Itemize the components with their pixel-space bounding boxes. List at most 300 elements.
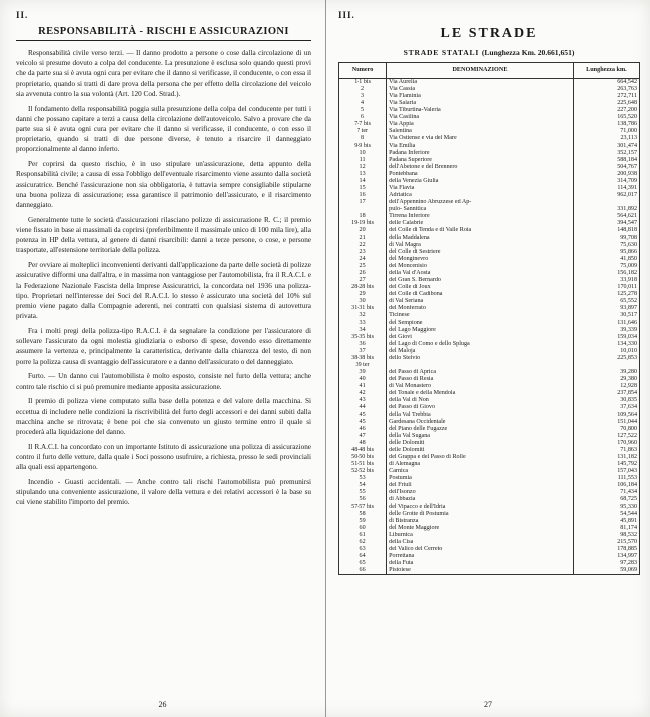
road-number: 6 bbox=[339, 114, 387, 121]
paragraph: Per coprirsi da questo rischio, è in uso stipulare un'assicurazione, detta appunto della Responsabilità civile; a causa di essa l'obbligo dell'eventuale risarcimento viene assunto dalla società assicuratrice. Benché l'assicurazione non sia obbligatoria, è tuttavia sempre consigliabile stipularne una buona polizza di assicurazione; essa garantisce il patrimonio dell'assicurato, e il risarcimento danneggiato. bbox=[16, 160, 311, 210]
road-name: della Futa bbox=[387, 560, 574, 567]
road-length: 75,009 bbox=[573, 263, 639, 270]
road-length: 127,522 bbox=[573, 432, 639, 439]
road-number: 48-48 bis bbox=[339, 447, 387, 454]
table-row bbox=[339, 333, 640, 340]
road-number: 47 bbox=[339, 432, 387, 439]
road-name: Salentina bbox=[387, 128, 574, 135]
table-row bbox=[339, 234, 640, 241]
road-number: 26 bbox=[339, 270, 387, 277]
table-row bbox=[339, 390, 640, 397]
road-length: 71,434 bbox=[573, 489, 639, 496]
road-name: del Passo di Giovo bbox=[387, 404, 574, 411]
table-row bbox=[339, 510, 640, 517]
table-row bbox=[339, 107, 640, 114]
road-number: 16 bbox=[339, 192, 387, 199]
road-length: 97,283 bbox=[573, 560, 639, 567]
road-number: 62 bbox=[339, 539, 387, 546]
road-name: Via Cassia bbox=[387, 86, 574, 93]
road-length: 39,280 bbox=[573, 369, 639, 376]
road-length: 95,866 bbox=[573, 248, 639, 255]
road-number: 18 bbox=[339, 213, 387, 220]
road-name: Via Salaria bbox=[387, 100, 574, 107]
road-length: 165,520 bbox=[573, 114, 639, 121]
road-name: dei Giovi bbox=[387, 333, 574, 340]
road-name: del Lago di Como e dello Spluga bbox=[387, 340, 574, 347]
road-number: 27 bbox=[339, 277, 387, 284]
road-number: 59 bbox=[339, 517, 387, 524]
paragraph: Fra i molti pregi della polizza-tipo R.A.C.I. è da segnalare la condizione per l'assicuratore di sollevare l'assicurato da ogni molestia giudiziaria o esborso di spese, dovendo esso direttamente assumere la vertenza e, principalmente la caratteristica, derivante dalla chiarezza del testo, di non porre la polizza causa di svantaggio dell'assicuratore e a danno dell'assicurato o del danneggiato. bbox=[16, 326, 311, 366]
table-row bbox=[339, 199, 640, 206]
right-page-number: 27 bbox=[484, 700, 492, 709]
road-name: di Val Magra bbox=[387, 241, 574, 248]
road-number: 48 bbox=[339, 439, 387, 446]
road-length: 225,648 bbox=[573, 100, 639, 107]
road-name: del Grappa e del Passo di Rolle bbox=[387, 454, 574, 461]
road-name: Postumia bbox=[387, 475, 574, 482]
road-name: di Val Monastero bbox=[387, 383, 574, 390]
table-row bbox=[339, 524, 640, 531]
table-row bbox=[339, 78, 640, 86]
road-name: dell'Isonzo bbox=[387, 489, 574, 496]
table-row bbox=[339, 475, 640, 482]
road-length: 23,113 bbox=[573, 135, 639, 142]
road-length: 10,010 bbox=[573, 347, 639, 354]
road-name: pulo- Sannitica bbox=[387, 206, 574, 213]
table-row bbox=[339, 539, 640, 546]
road-name: del Gran S. Bernardo bbox=[387, 277, 574, 284]
road-length: 200,938 bbox=[573, 171, 639, 178]
road-name: del Monte Maggiore bbox=[387, 524, 574, 531]
road-length bbox=[573, 199, 639, 206]
road-length: 151,044 bbox=[573, 418, 639, 425]
road-name: dello Stelvio bbox=[387, 355, 574, 362]
table-row bbox=[339, 383, 640, 390]
road-number: 54 bbox=[339, 482, 387, 489]
table-row bbox=[339, 546, 640, 553]
table-row bbox=[339, 206, 640, 213]
table-row bbox=[339, 114, 640, 121]
road-name: del Tonale e della Mendola bbox=[387, 390, 574, 397]
road-length: 93,897 bbox=[573, 305, 639, 312]
road-name: di Alemagna bbox=[387, 461, 574, 468]
table-row bbox=[339, 432, 640, 439]
road-number: 29 bbox=[339, 291, 387, 298]
table-row bbox=[339, 142, 640, 149]
road-number: 32 bbox=[339, 312, 387, 319]
road-name: Tirrena Inferiore bbox=[387, 213, 574, 220]
road-length: 138,786 bbox=[573, 121, 639, 128]
table-row bbox=[339, 156, 640, 163]
road-length: 301,474 bbox=[573, 142, 639, 149]
road-name bbox=[387, 362, 574, 369]
road-number: 7 ter bbox=[339, 128, 387, 135]
table-row bbox=[339, 284, 640, 291]
road-name: del Sempione bbox=[387, 319, 574, 326]
road-length: 170,011 bbox=[573, 284, 639, 291]
road-length: 148,818 bbox=[573, 227, 639, 234]
road-name: Gardesana Occidentale bbox=[387, 418, 574, 425]
road-name: Porrettana bbox=[387, 553, 574, 560]
road-number: 58 bbox=[339, 510, 387, 517]
paragraph: Il fondamento della responsabilità poggia sulla presunzione della colpa del conducente per tutti i danni che possano capitare a terzi a causa della circolazione dell'autoveicolo. Salvo a provare che da parte sua si è avuta ogni cura per evitare che il danno si verificasse, il conducente, o con esso il proprietario, quando si tratti di due persone diverse, è tenuto a risarcire il danneggiato proporzionalmente al danno inferto. bbox=[16, 104, 311, 154]
road-name: Ticinese bbox=[387, 312, 574, 319]
table-row bbox=[339, 397, 640, 404]
road-number: 4 bbox=[339, 100, 387, 107]
road-length: 504,767 bbox=[573, 163, 639, 170]
table-row bbox=[339, 532, 640, 539]
road-length: 39,339 bbox=[573, 326, 639, 333]
paragraph: Furto. — Un danno cui l'automobilista è molto esposto, consiste nel furto della vettura; anche contro tale rischio ci si può premunire mediante apposita assicurazione. bbox=[16, 372, 311, 391]
table-row bbox=[339, 355, 640, 362]
table-row bbox=[339, 461, 640, 468]
table-row bbox=[339, 192, 640, 199]
table-row bbox=[339, 404, 640, 411]
road-length: 54,544 bbox=[573, 510, 639, 517]
table-row bbox=[339, 319, 640, 326]
table-row bbox=[339, 489, 640, 496]
road-length: 263,763 bbox=[573, 86, 639, 93]
right-page-column bbox=[325, 0, 650, 717]
table-row bbox=[339, 482, 640, 489]
road-number: 28-28 bis bbox=[339, 284, 387, 291]
table-row bbox=[339, 503, 640, 510]
road-number: 22 bbox=[339, 241, 387, 248]
table-caption-label: STRADE STATALI bbox=[403, 48, 480, 57]
road-length: 178,885 bbox=[573, 546, 639, 553]
road-number: 46 bbox=[339, 425, 387, 432]
road-name: del Lago Maggiore bbox=[387, 326, 574, 333]
table-row bbox=[339, 149, 640, 156]
road-number: 42 bbox=[339, 390, 387, 397]
table-row bbox=[339, 454, 640, 461]
road-name: del Valico del Cerreto bbox=[387, 546, 574, 553]
road-length: 65,552 bbox=[573, 298, 639, 305]
paragraph: Generalmente tutte le società d'assicurazioni rilasciano polizze di assicurazione R. C.; il premio viene fissato in base ai massimali da coprirsi (preferibilmente il massimale unico di 100 mila lire), alla potenza in HP della vettura, al genere di danni risarcibili: danni a terze persone, o cose, e persone trasportate, all'estensione territoriale della polizza. bbox=[16, 215, 311, 255]
road-length: 71,863 bbox=[573, 447, 639, 454]
road-number: 60 bbox=[339, 524, 387, 531]
table-row bbox=[339, 298, 640, 305]
table-row bbox=[339, 213, 640, 220]
table-row bbox=[339, 270, 640, 277]
table-row bbox=[339, 305, 640, 312]
road-number: 53 bbox=[339, 475, 387, 482]
road-number: 57-57 bis bbox=[339, 503, 387, 510]
table-row bbox=[339, 121, 640, 128]
road-name: Via Appia bbox=[387, 121, 574, 128]
road-name: del Colle di Sestriere bbox=[387, 248, 574, 255]
road-name: dell'Abetone e del Brennero bbox=[387, 163, 574, 170]
road-name: Padana Superiore bbox=[387, 156, 574, 163]
table-row bbox=[339, 171, 640, 178]
road-length: 225,853 bbox=[573, 355, 639, 362]
road-number: 35-35 bis bbox=[339, 333, 387, 340]
table-row bbox=[339, 468, 640, 475]
road-number: 41 bbox=[339, 383, 387, 390]
table-row bbox=[339, 553, 640, 560]
road-number: 23 bbox=[339, 248, 387, 255]
table-row bbox=[339, 291, 640, 298]
table-row bbox=[339, 185, 640, 192]
left-body-text bbox=[16, 48, 311, 507]
road-number: 40 bbox=[339, 376, 387, 383]
road-number: 50-50 bis bbox=[339, 454, 387, 461]
road-number: 34 bbox=[339, 326, 387, 333]
road-length: 227,200 bbox=[573, 107, 639, 114]
road-length: 30,835 bbox=[573, 397, 639, 404]
road-length: 145,792 bbox=[573, 461, 639, 468]
road-length: 95,330 bbox=[573, 503, 639, 510]
road-name: Liburnica bbox=[387, 532, 574, 539]
road-number: 51-51 bis bbox=[339, 461, 387, 468]
road-name: della Val di Non bbox=[387, 397, 574, 404]
road-name: delle Grotte di Postumia bbox=[387, 510, 574, 517]
table-row bbox=[339, 178, 640, 185]
road-name: della Cisa bbox=[387, 539, 574, 546]
table-header-row bbox=[339, 63, 640, 79]
road-name: Via Aurelia bbox=[387, 78, 574, 86]
road-number: 39 bbox=[339, 369, 387, 376]
road-length: 170,960 bbox=[573, 439, 639, 446]
table-row bbox=[339, 326, 640, 333]
paragraph: Responsabilità civile verso terzi. — Il danno prodotto a persone o cose dalla circolazione di un veicolo si presume dovuto a colpa del conducente. La presunzione è esclusa solo quando questi provi che da parte sua si è avuta ogni cura per evitare che il danno si verificasse, il conducente, o con essa il proprietario, quando si tratti di dare prova della persona che per effetto della circolazione del veicolo sia avvenuta contro la sua volontà (Art. 120 Cod. Strad.). bbox=[16, 49, 311, 98]
left-folio-mark: II. bbox=[16, 10, 29, 20]
road-length: 159,034 bbox=[573, 333, 639, 340]
road-name: dell'Appennino Abruzzese ed Ap- bbox=[387, 199, 574, 206]
road-length: 75,630 bbox=[573, 241, 639, 248]
road-number bbox=[339, 206, 387, 213]
road-number: 64 bbox=[339, 553, 387, 560]
road-length: 45,891 bbox=[573, 517, 639, 524]
road-length: 111,553 bbox=[573, 475, 639, 482]
road-number: 14 bbox=[339, 178, 387, 185]
paragraph: Incendio - Guasti accidentali. — Anche contro tali rischi l'automobilista può premunirsi stipulando una conveniente assicurazione, il valore della vettura e dei relativi accessori è la base su cui viene stabilito l'importo del premio. bbox=[16, 477, 311, 507]
table-caption bbox=[338, 48, 640, 57]
road-name: delle Dolomiti bbox=[387, 439, 574, 446]
column-header-name: DENOMINAZIONE bbox=[387, 63, 574, 79]
road-length: 68,725 bbox=[573, 496, 639, 503]
road-number: 37 bbox=[339, 347, 387, 354]
left-page-title: RESPONSABILITÀ - RISCHI E ASSICURAZIONI bbox=[16, 26, 311, 41]
left-page-number: 26 bbox=[158, 700, 167, 709]
road-name: Via Emilia bbox=[387, 142, 574, 149]
road-name: del Friuli bbox=[387, 482, 574, 489]
table-row bbox=[339, 100, 640, 107]
road-number: 55 bbox=[339, 489, 387, 496]
road-number: 10 bbox=[339, 149, 387, 156]
table-row bbox=[339, 560, 640, 567]
road-number: 39 ter bbox=[339, 362, 387, 369]
road-length: 962,017 bbox=[573, 192, 639, 199]
table-row bbox=[339, 340, 640, 347]
road-length: 81,174 bbox=[573, 524, 639, 531]
road-number: 56 bbox=[339, 496, 387, 503]
road-length: 114,391 bbox=[573, 185, 639, 192]
road-length: 71,000 bbox=[573, 128, 639, 135]
road-name: delle Dolomiti bbox=[387, 447, 574, 454]
paragraph: Il R.A.C.I. ha concordato con un importante Istituto di assicurazione una polizza di assicurazione contro il furto delle vetture, dalla quale i Soci possono usufruire, a richiesta, presso le sedi provinciali alla quali essi appartengono. bbox=[16, 442, 311, 472]
road-name: del Colle di Joux bbox=[387, 284, 574, 291]
road-length: 331,892 bbox=[573, 206, 639, 213]
table-row bbox=[339, 376, 640, 383]
road-number: 20 bbox=[339, 227, 387, 234]
road-length: 59,069 bbox=[573, 567, 639, 575]
table-row bbox=[339, 241, 640, 248]
road-number: 9-9 bis bbox=[339, 142, 387, 149]
table-row bbox=[339, 277, 640, 284]
state-roads-table bbox=[338, 62, 640, 575]
table-row bbox=[339, 163, 640, 170]
road-number: 2 bbox=[339, 86, 387, 93]
road-name: Via Flavia bbox=[387, 185, 574, 192]
road-name: della Val d'Aosta bbox=[387, 270, 574, 277]
road-number: 17 bbox=[339, 199, 387, 206]
road-name: di Abbazia bbox=[387, 496, 574, 503]
road-length: 125,278 bbox=[573, 291, 639, 298]
road-name: del Colle di Cadibona bbox=[387, 291, 574, 298]
road-name: Adriatica bbox=[387, 192, 574, 199]
table-row bbox=[339, 418, 640, 425]
road-length: 314,709 bbox=[573, 178, 639, 185]
road-number: 33 bbox=[339, 319, 387, 326]
road-number: 7-7 bis bbox=[339, 121, 387, 128]
table-row bbox=[339, 567, 640, 575]
table-row bbox=[339, 447, 640, 454]
road-length: 394,547 bbox=[573, 220, 639, 227]
road-length: 134,997 bbox=[573, 553, 639, 560]
road-name: del Maloja bbox=[387, 347, 574, 354]
road-name: Via Casilina bbox=[387, 114, 574, 121]
road-number: 5 bbox=[339, 107, 387, 114]
road-name: del Monginevro bbox=[387, 255, 574, 262]
road-length: 12,928 bbox=[573, 383, 639, 390]
road-length: 588,184 bbox=[573, 156, 639, 163]
road-number: 11 bbox=[339, 156, 387, 163]
road-length: 106,184 bbox=[573, 482, 639, 489]
road-number: 15 bbox=[339, 185, 387, 192]
road-name: Carnica bbox=[387, 468, 574, 475]
road-number: 24 bbox=[339, 255, 387, 262]
road-length: 37,634 bbox=[573, 404, 639, 411]
road-length: 237,854 bbox=[573, 390, 639, 397]
table-row bbox=[339, 362, 640, 369]
table-row bbox=[339, 255, 640, 262]
road-name: Via Tiburtina-Valeria bbox=[387, 107, 574, 114]
road-length: 109,564 bbox=[573, 411, 639, 418]
road-number: 3 bbox=[339, 93, 387, 100]
road-length bbox=[573, 362, 639, 369]
road-length: 215,570 bbox=[573, 539, 639, 546]
road-name: di Val Seriana bbox=[387, 298, 574, 305]
paragraph: Il premio di polizza viene computato sulla base della potenza e del valore della macchina. Si eccettua di includere nelle condizioni la riscrivibilità del furto degli accessori e dei danni subiti dalla macchina anche se ritrovata; è bene poi che sia convenuto un giusto termine entro il quale si procederà alla liquidazione del danno. bbox=[16, 397, 311, 436]
road-number: 1-1 bis bbox=[339, 78, 387, 86]
table-row bbox=[339, 425, 640, 432]
road-length: 131,182 bbox=[573, 454, 639, 461]
table-row bbox=[339, 128, 640, 135]
road-length: 157,043 bbox=[573, 468, 639, 475]
road-number: 61 bbox=[339, 532, 387, 539]
table-row bbox=[339, 312, 640, 319]
road-name: Pontebbana bbox=[387, 171, 574, 178]
road-number: 63 bbox=[339, 546, 387, 553]
table-row bbox=[339, 439, 640, 446]
road-length: 41,850 bbox=[573, 255, 639, 262]
road-name: del Passo di Aprica bbox=[387, 369, 574, 376]
table-row bbox=[339, 248, 640, 255]
road-length: 131,646 bbox=[573, 319, 639, 326]
column-header-length: Lunghezza km. bbox=[573, 63, 639, 79]
road-name: del Colle di Tenda e di Valle Roia bbox=[387, 227, 574, 234]
column-header-number: Numero bbox=[339, 63, 387, 79]
road-length: 98,532 bbox=[573, 532, 639, 539]
road-length: 33,918 bbox=[573, 277, 639, 284]
table-row bbox=[339, 496, 640, 503]
road-name: della Venezia Giulia bbox=[387, 178, 574, 185]
road-number: 21 bbox=[339, 234, 387, 241]
road-number: 45 bbox=[339, 418, 387, 425]
table-caption-length: (Lunghezza Km. 20.661,651) bbox=[481, 48, 575, 57]
road-number: 44 bbox=[339, 404, 387, 411]
road-number: 45 bbox=[339, 411, 387, 418]
table-row bbox=[339, 369, 640, 376]
road-name: della Maddalena bbox=[387, 234, 574, 241]
table-row bbox=[339, 411, 640, 418]
road-length: 272,711 bbox=[573, 93, 639, 100]
road-length: 70,800 bbox=[573, 425, 639, 432]
road-number: 19-19 bis bbox=[339, 220, 387, 227]
road-number: 12 bbox=[339, 163, 387, 170]
road-name: Via Ostiense e via del Mare bbox=[387, 135, 574, 142]
table-row bbox=[339, 220, 640, 227]
road-length: 30,517 bbox=[573, 312, 639, 319]
road-number: 65 bbox=[339, 560, 387, 567]
road-length: 29,380 bbox=[573, 376, 639, 383]
road-length: 564,621 bbox=[573, 213, 639, 220]
road-number: 38-38 bis bbox=[339, 355, 387, 362]
road-number: 8 bbox=[339, 135, 387, 142]
road-name: della Val Sugana bbox=[387, 432, 574, 439]
road-number: 52-52 bis bbox=[339, 468, 387, 475]
road-number: 36 bbox=[339, 340, 387, 347]
road-length: 99,708 bbox=[573, 234, 639, 241]
right-folio-mark: III. bbox=[338, 10, 355, 20]
road-number: 30 bbox=[339, 298, 387, 305]
road-number: 25 bbox=[339, 263, 387, 270]
road-number: 31-31 bis bbox=[339, 305, 387, 312]
road-length: 352,157 bbox=[573, 149, 639, 156]
road-name: del Vipacco e dell'Idria bbox=[387, 503, 574, 510]
road-number: 66 bbox=[339, 567, 387, 575]
table-row bbox=[339, 517, 640, 524]
table-row bbox=[339, 263, 640, 270]
table-row bbox=[339, 227, 640, 234]
road-name: Pistoiese bbox=[387, 567, 574, 575]
table-row bbox=[339, 93, 640, 100]
road-name: Padana Inferiore bbox=[387, 149, 574, 156]
road-number: 13 bbox=[339, 171, 387, 178]
table-row bbox=[339, 347, 640, 354]
road-length: 156,182 bbox=[573, 270, 639, 277]
paragraph: Per ovviare ai molteplici inconvenienti derivanti dall'applicazione da parte delle società di polizze assicurative difformi una dall'altra, e in massima non vantaggiose per l'automobilista, fra il R.A.C.I. e la Federazione Nazionale Fascista della Imprese Assicuratrici, la concordata nel 1936 una polizza-tipo. Proprietari nell'interesse dei Soci del R.A.C.I. lo stesso è assicurato una società del 10% sul premio viene pagato dalla Compagnie aderenti, nei contratti con qualsiasi sistema di autovettura privata. bbox=[16, 261, 311, 321]
table-row bbox=[339, 86, 640, 93]
road-name: della Val Trebbia bbox=[387, 411, 574, 418]
road-name: Via Flaminia bbox=[387, 93, 574, 100]
road-length: 664,542 bbox=[573, 78, 639, 86]
road-name: del Piano delle Fugazze bbox=[387, 425, 574, 432]
road-name: delle Calabrie bbox=[387, 220, 574, 227]
table-row bbox=[339, 135, 640, 142]
road-name: del Moncenisio bbox=[387, 263, 574, 270]
